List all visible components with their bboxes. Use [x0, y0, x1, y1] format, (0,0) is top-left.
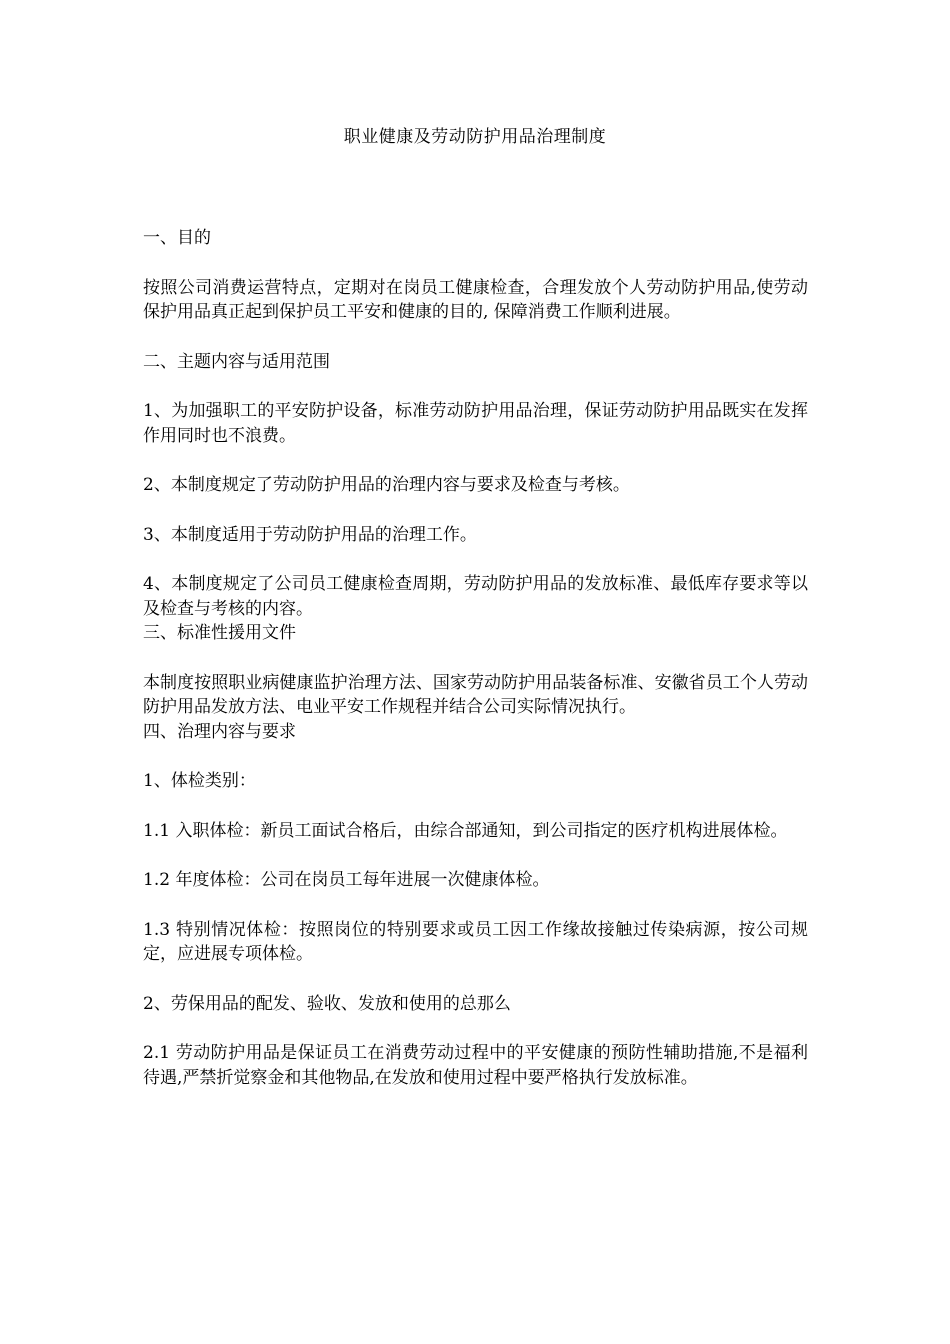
paragraph: 2、本制度规定了劳动防护用品的治理内容与要求及检查与考核。: [143, 475, 630, 495]
paragraph: 1.2 年度体检：公司在岗员工每年进展一次健康体检。: [143, 870, 550, 890]
paragraph: 1.1 入职体检：新员工面试合格后，由综合部通知，到公司指定的医疗机构进展体检。: [143, 820, 788, 841]
document-body: [143, 226, 808, 1090]
paragraph: 2.1 劳动防护用品是保证员工在消费劳动过程中的平安健康的预防性辅助措施,不是福利待遇,严禁折觉察金和其他物品,在发放和使用过程中要严格执行发放标准。: [143, 1043, 808, 1088]
section-heading: 二、主题内容与适用范围: [143, 351, 330, 372]
paragraph: 2、劳保用品的配发、验收、发放和使用的总那么: [143, 993, 511, 1014]
paragraph: 1、为加强职工的平安防护设备，标准劳动防护用品治理，保证劳动防护用品既实在发挥作用同时也不浪费。: [143, 401, 808, 446]
section-heading: 一、目的: [143, 228, 211, 248]
document-title: 职业健康及劳动防护用品治理制度: [343, 127, 607, 147]
paragraph: 4、本制度规定了公司员工健康检查周期，劳动防护用品的发放标准、最低库存要求等以及检查与考核的内容。: [143, 574, 808, 619]
paragraph: 1、体检类别：: [143, 771, 256, 791]
paragraph: 1.3 特别情况体检：按照岗位的特别要求或员工因工作缘故接触过传染病源，按公司规定，应进展专项体检。: [143, 919, 808, 964]
section-heading: 四、治理内容与要求: [143, 721, 296, 742]
paragraph: 3、本制度适用于劳动防护用品的治理工作。: [143, 524, 477, 545]
paragraph: 本制度按照职业病健康监护治理方法、国家劳动防护用品装备标准、安徽省员工个人劳动防护用品发放方法、电业平安工作规程并结合公司实际情况执行。: [143, 672, 808, 717]
paragraph: 按照公司消费运营特点，定期对在岗员工健康检查，合理发放个人劳动防护用品,使劳动保护用品真正起到保护员工平安和健康的目的, 保障消费工作顺利进展。: [143, 277, 808, 322]
section-heading: 三、标准性援用文件: [143, 623, 296, 643]
